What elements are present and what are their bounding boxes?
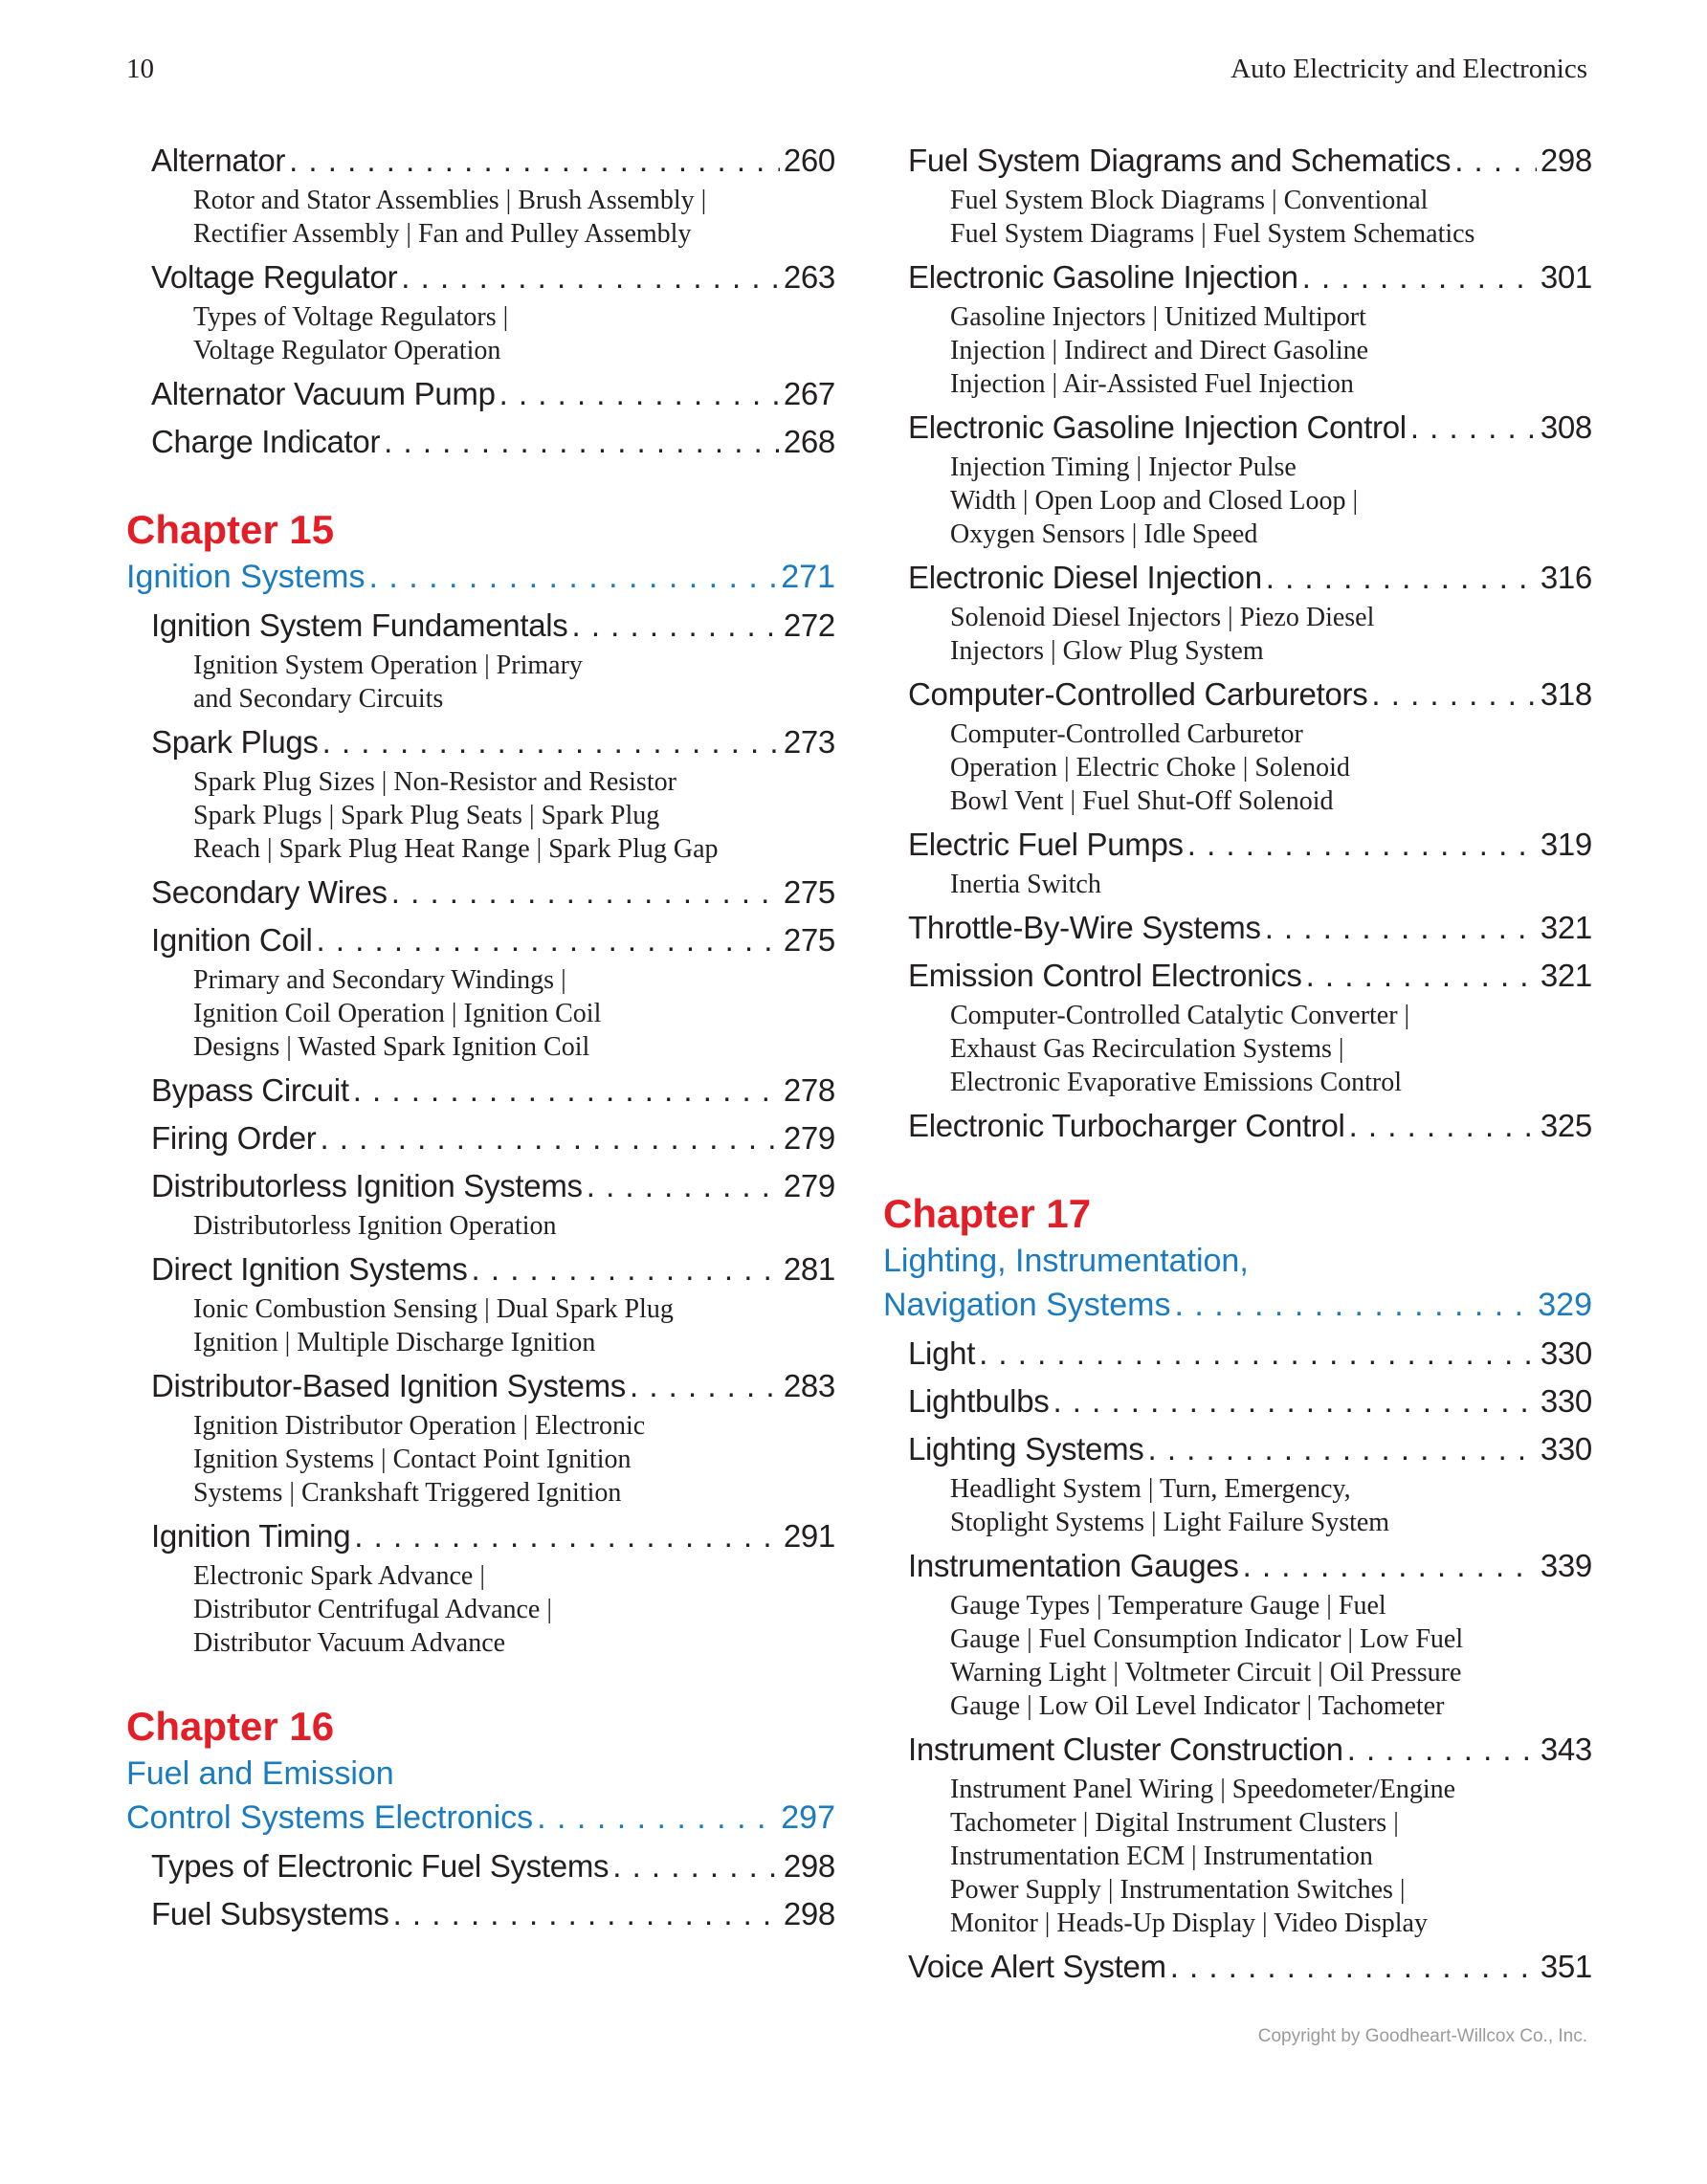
- chapter-title[interactable]: [883, 1283, 1592, 1327]
- toc-subtopic-line: Gauge | Fuel Consumption Indicator | Low Fuel: [950, 1624, 1464, 1654]
- toc-subtopic-line: Warning Light | Voltmeter Circuit | Oil Pressure: [950, 1658, 1462, 1688]
- dot-leader: [572, 605, 780, 647]
- toc-entry-title: Ignition System Fundamentals: [151, 607, 568, 643]
- toc-subtopic-line: Ignition Coil Operation | Ignition Coil: [193, 999, 602, 1028]
- chapter-15-block: [126, 505, 835, 599]
- toc-subtopics: [193, 963, 835, 1064]
- toc-entry-title: Firing Order: [151, 1120, 317, 1156]
- toc-subtopics: [193, 1559, 835, 1660]
- toc-entry-page-number: 298: [1540, 143, 1592, 178]
- toc-subtopic-line: Width | Open Loop and Closed Loop |: [950, 486, 1359, 516]
- toc-entry[interactable]: [908, 1428, 1592, 1470]
- chapter-page-number: 297: [781, 1799, 835, 1836]
- toc-entry[interactable]: [151, 373, 835, 415]
- toc-entry[interactable]: [151, 1117, 835, 1159]
- toc-entry-title: Computer-Controlled Carburetors: [908, 676, 1368, 712]
- dot-leader: [393, 1893, 780, 1935]
- toc-entry-page-number: 308: [1540, 409, 1592, 445]
- chapter-title-line: Fuel and Emission: [126, 1755, 394, 1792]
- toc-entry-title: Light: [908, 1335, 976, 1371]
- toc-entry[interactable]: [151, 871, 835, 914]
- toc-entry-title: Alternator Vacuum Pump: [151, 376, 496, 411]
- toc-entry-page-number: 330: [1540, 1335, 1592, 1371]
- toc-subtopic-line: Instrument Panel Wiring | Speedometer/Engine: [950, 1775, 1456, 1804]
- toc-subtopics: [950, 300, 1592, 401]
- dot-leader: [368, 555, 777, 599]
- dot-leader: [1187, 824, 1537, 866]
- toc-entry-group: [883, 1333, 1592, 1988]
- toc-entry-title: Ignition Timing: [151, 1518, 351, 1554]
- dot-leader: [499, 373, 780, 415]
- toc-entry-page-number: 351: [1540, 1949, 1592, 1984]
- toc-subtopic-line: and Secondary Circuits: [193, 684, 444, 714]
- toc-subtopic-line: Injection Timing | Injector Pulse: [950, 452, 1297, 482]
- toc-subtopic-line: Gauge Types | Temperature Gauge | Fuel: [950, 1591, 1386, 1621]
- toc-subtopic-line: Solenoid Diesel Injectors | Piezo Diesel: [950, 603, 1375, 632]
- toc-entry-page-number: 260: [783, 143, 835, 178]
- toc-subtopic-line: Ignition System Operation | Primary: [193, 651, 583, 680]
- toc-entry-title: Fuel Subsystems: [151, 1896, 389, 1931]
- toc-entry-title: Spark Plugs: [151, 724, 319, 760]
- chapter-label: Chapter 15: [126, 507, 335, 552]
- toc-entry[interactable]: [908, 1545, 1592, 1587]
- toc-subtopic-line: Exhaust Gas Recirculation Systems |: [950, 1034, 1344, 1064]
- toc-subtopic-line: Ignition Systems | Contact Point Ignition: [193, 1445, 632, 1474]
- toc-subtopic-line: Stoplight Systems | Light Failure System: [950, 1508, 1390, 1537]
- toc-subtopic-line: Computer-Controlled Carburetor: [950, 719, 1303, 749]
- toc-subtopic-line: Fuel System Block Diagrams | Conventional: [950, 186, 1429, 215]
- toc-subtopic-line: Oxygen Sensors | Idle Speed: [950, 519, 1258, 549]
- chapter-title-text: Control Systems Electronics: [126, 1799, 534, 1836]
- toc-subtopic-line: Power Supply | Instrumentation Switches |: [950, 1875, 1406, 1905]
- toc-entry-page-number: 267: [783, 376, 835, 411]
- toc-entry[interactable]: [908, 673, 1592, 716]
- copyright-notice: Copyright by Goodheart-Willcox Co., Inc.: [1257, 2026, 1587, 2046]
- toc-subtopic-line: Primary and Secondary Windings |: [193, 965, 566, 995]
- toc-subtopic-line: Inertia Switch: [950, 870, 1101, 899]
- toc-entry[interactable]: [908, 1729, 1592, 1771]
- toc-subtopic-line: Tachometer | Digital Instrument Clusters |: [950, 1808, 1399, 1838]
- chapter-label: Chapter 16: [126, 1704, 335, 1749]
- toc-entry-page-number: 283: [783, 1368, 835, 1403]
- toc-entry-title: Distributorless Ignition Systems: [151, 1168, 583, 1203]
- dot-leader: [1347, 1729, 1537, 1771]
- toc-subtopic-line: Injection | Air-Assisted Fuel Injection: [950, 369, 1354, 399]
- toc-entry-page-number: 330: [1540, 1431, 1592, 1467]
- toc-subtopics: [950, 601, 1592, 668]
- toc-subtopics: [193, 765, 835, 866]
- toc-subtopics: [950, 1773, 1592, 1940]
- toc-entry-page-number: 316: [1540, 560, 1592, 595]
- toc-subtopic-line: Voltage Regulator Operation: [193, 336, 501, 365]
- toc-subtopics: [950, 1472, 1592, 1539]
- toc-entry-group: [126, 1845, 835, 1935]
- toc-subtopic-line: Fuel System Diagrams | Fuel System Schematics: [950, 219, 1475, 249]
- toc-subtopics: [193, 300, 835, 367]
- toc-entry[interactable]: [151, 421, 835, 463]
- toc-entry[interactable]: [151, 1845, 835, 1887]
- dot-leader: [1174, 1283, 1534, 1327]
- toc-entry-page-number: 279: [783, 1168, 835, 1203]
- toc-entry-title: Instrumentation Gauges: [908, 1548, 1239, 1583]
- toc-entry[interactable]: [151, 919, 835, 961]
- toc-entry-page-number: 268: [783, 424, 835, 459]
- dot-leader: [1243, 1545, 1537, 1587]
- toc-entry-title: Charge Indicator: [151, 424, 381, 459]
- toc-entry-page-number: 298: [783, 1896, 835, 1931]
- dot-leader: [537, 1796, 777, 1840]
- toc-entry-title: Electric Fuel Pumps: [908, 827, 1184, 862]
- toc-entry[interactable]: [151, 1365, 835, 1407]
- toc-entry[interactable]: [908, 1105, 1592, 1147]
- toc-entry[interactable]: [908, 407, 1592, 449]
- toc-subtopics: [193, 1292, 835, 1359]
- toc-subtopic-line: Ignition Distributor Operation | Electronic: [193, 1411, 646, 1441]
- toc-entry-page-number: 321: [1540, 958, 1592, 993]
- chapter-title-line: Lighting, Instrumentation,: [883, 1243, 1249, 1279]
- toc-entry[interactable]: [151, 1070, 835, 1112]
- toc-entry-title: Alternator: [151, 143, 286, 178]
- toc-entry-title: Secondary Wires: [151, 874, 388, 910]
- toc-entry-title: Voice Alert System: [908, 1949, 1166, 1984]
- toc-entry-page-number: 273: [783, 724, 835, 760]
- toc-subtopic-line: Gauge | Low Oil Level Indicator | Tachometer: [950, 1691, 1445, 1721]
- chapter-title-text: Ignition Systems: [126, 559, 366, 595]
- chapter-title[interactable]: [126, 1796, 835, 1840]
- toc-subtopics: [193, 1409, 835, 1510]
- toc-entry[interactable]: [908, 256, 1592, 298]
- toc-entry-page-number: 278: [783, 1072, 835, 1108]
- dot-leader: [1371, 673, 1536, 716]
- toc-entry[interactable]: [151, 140, 835, 182]
- toc-entry[interactable]: [908, 1333, 1592, 1375]
- toc-subtopics: [950, 1589, 1592, 1723]
- chapter-16-block: [126, 1702, 835, 1840]
- toc-subtopics: [193, 649, 835, 716]
- toc-entry-group: [126, 605, 835, 1660]
- toc-entry-title: Voltage Regulator: [151, 259, 398, 295]
- dot-leader: [1170, 1946, 1537, 1988]
- toc-subtopic-line: Ignition | Multiple Discharge Ignition: [193, 1328, 596, 1357]
- toc-subtopic-line: Types of Voltage Regulators |: [193, 302, 509, 332]
- dot-leader: [472, 1248, 780, 1291]
- toc-subtopic-line: Ionic Combustion Sensing | Dual Spark Plug: [193, 1294, 674, 1324]
- toc-entry-page-number: 279: [783, 1120, 835, 1156]
- toc-subtopic-line: Instrumentation ECM | Instrumentation: [950, 1842, 1373, 1871]
- page-number: 10: [126, 54, 154, 84]
- toc-subtopic-line: Distributor Centrifugal Advance |: [193, 1595, 552, 1624]
- toc-entry-title: Lightbulbs: [908, 1383, 1050, 1419]
- toc-entry[interactable]: [908, 907, 1592, 949]
- toc-entry-page-number: 275: [783, 874, 835, 910]
- toc-entry-title: Direct Ignition Systems: [151, 1251, 468, 1287]
- toc-entry[interactable]: [908, 824, 1592, 866]
- toc-entry-page-number: 325: [1540, 1108, 1592, 1143]
- toc-entry-page-number: 275: [783, 922, 835, 958]
- toc-entry-page-number: 301: [1540, 259, 1592, 295]
- toc-subtopic-line: Distributor Vacuum Advance: [193, 1628, 506, 1658]
- toc-entry[interactable]: [151, 1515, 835, 1557]
- toc-entry-page-number: 339: [1540, 1548, 1592, 1583]
- dot-leader: [317, 919, 780, 961]
- dot-leader: [1148, 1428, 1537, 1470]
- chapter-page-number: 329: [1538, 1287, 1592, 1323]
- toc-subtopic-line: Injectors | Glow Plug System: [950, 636, 1264, 666]
- toc-subtopics: [193, 184, 835, 251]
- toc-entry-title: Electronic Gasoline Injection Control: [908, 409, 1407, 445]
- toc-subtopic-line: Reach | Spark Plug Heat Range | Spark Plug Gap: [193, 834, 719, 864]
- dot-leader: [587, 1165, 780, 1207]
- chapter-label: Chapter 17: [883, 1191, 1092, 1236]
- dot-leader: [401, 256, 780, 298]
- toc-entry[interactable]: [151, 605, 835, 647]
- dot-leader: [289, 140, 780, 182]
- toc-subtopics: [950, 184, 1592, 251]
- toc-subtopic-line: Electronic Evaporative Emissions Control: [950, 1068, 1403, 1097]
- dot-leader: [630, 1365, 780, 1407]
- toc-subtopic-line: Spark Plugs | Spark Plug Seats | Spark Plug: [193, 801, 660, 830]
- dot-leader: [1306, 955, 1537, 997]
- toc-subtopic-line: Headlight System | Turn, Emergency,: [950, 1474, 1351, 1504]
- toc-entry[interactable]: [151, 1165, 835, 1207]
- toc-entry[interactable]: [151, 1248, 835, 1291]
- dot-leader: [384, 421, 780, 463]
- dot-leader: [322, 721, 780, 763]
- toc-subtopic-line: Gasoline Injectors | Unitized Multiport: [950, 302, 1366, 332]
- dot-leader: [1410, 407, 1537, 449]
- toc-entry-title: Fuel System Diagrams and Schematics: [908, 143, 1452, 178]
- toc-entry[interactable]: [908, 557, 1592, 599]
- toc-subtopic-line: Monitor | Heads-Up Display | Video Display: [950, 1908, 1428, 1938]
- toc-entry-group: [126, 140, 835, 463]
- toc-subtopic-line: Injection | Indirect and Direct Gasoline: [950, 336, 1369, 365]
- toc-subtopics: [950, 451, 1592, 551]
- toc-entry-title: Types of Electronic Fuel Systems: [151, 1848, 610, 1884]
- chapter-title[interactable]: [126, 555, 835, 599]
- toc-entry-page-number: 298: [783, 1848, 835, 1884]
- dot-leader: [1266, 557, 1537, 599]
- dot-leader: [1053, 1380, 1536, 1423]
- toc-entry-title: Distributor-Based Ignition Systems: [151, 1368, 626, 1403]
- toc-subtopics: [193, 1209, 835, 1243]
- toc-entry-title: Bypass Circuit: [151, 1072, 349, 1108]
- toc-entry-page-number: 291: [783, 1518, 835, 1554]
- toc-entry-page-number: 318: [1540, 676, 1592, 712]
- toc-left-column: [126, 134, 835, 1935]
- chapter-title-text: Navigation Systems: [883, 1287, 1171, 1323]
- toc-entry[interactable]: [908, 955, 1592, 997]
- dot-leader: [320, 1117, 779, 1159]
- toc-entry[interactable]: [908, 1946, 1592, 1988]
- toc-entry-page-number: 330: [1540, 1383, 1592, 1419]
- dot-leader: [354, 1515, 780, 1557]
- toc-entry-title: Emission Control Electronics: [908, 958, 1302, 993]
- toc-entry-title: Electronic Turbocharger Control: [908, 1108, 1345, 1143]
- toc-entry[interactable]: [151, 1893, 835, 1935]
- toc-entry[interactable]: [151, 256, 835, 298]
- chapter-17-block: [883, 1189, 1592, 1327]
- toc-entry-title: Instrument Cluster Construction: [908, 1732, 1343, 1767]
- toc-subtopic-line: Operation | Electric Choke | Solenoid: [950, 753, 1350, 783]
- toc-subtopic-line: Computer-Controlled Catalytic Converter |: [950, 1001, 1410, 1030]
- toc-entry-title: Electronic Gasoline Injection: [908, 259, 1298, 295]
- toc-subtopics: [950, 717, 1592, 818]
- dot-leader: [1265, 907, 1537, 949]
- dot-leader: [612, 1845, 780, 1887]
- toc-subtopic-line: Designs | Wasted Spark Ignition Coil: [193, 1032, 590, 1062]
- toc-subtopic-line: Bowl Vent | Fuel Shut-Off Solenoid: [950, 786, 1334, 816]
- toc-subtopics: [950, 868, 1592, 901]
- toc-entry-page-number: 272: [783, 607, 835, 643]
- toc-entry-group: [883, 140, 1592, 1147]
- dot-leader: [1302, 256, 1537, 298]
- toc-entry[interactable]: [908, 1380, 1592, 1423]
- toc-subtopic-line: Systems | Crankshaft Triggered Ignition: [193, 1478, 622, 1508]
- toc-subtopic-line: Distributorless Ignition Operation: [193, 1211, 557, 1241]
- dot-leader: [391, 871, 780, 914]
- toc-entry-title: Electronic Diesel Injection: [908, 560, 1262, 595]
- chapter-page-number: 271: [781, 559, 835, 595]
- toc-subtopic-line: Rectifier Assembly | Fan and Pulley Assembly: [193, 219, 692, 249]
- toc-entry-title: Ignition Coil: [151, 922, 313, 958]
- toc-entry-title: Lighting Systems: [908, 1431, 1144, 1467]
- toc-subtopic-line: Electronic Spark Advance |: [193, 1561, 485, 1591]
- toc-entry-page-number: 343: [1540, 1732, 1592, 1767]
- dot-leader: [979, 1333, 1537, 1375]
- toc-subtopic-line: Rotor and Stator Assemblies | Brush Assembly |: [193, 186, 707, 215]
- toc-entry[interactable]: [151, 721, 835, 763]
- dot-leader: [353, 1070, 780, 1112]
- toc-entry[interactable]: [908, 140, 1592, 182]
- toc-entry-page-number: 319: [1540, 827, 1592, 862]
- toc-subtopics: [950, 999, 1592, 1099]
- toc-entry-title: Throttle-By-Wire Systems: [908, 910, 1261, 945]
- toc-right-column: [883, 134, 1592, 1988]
- toc-subtopic-line: Spark Plug Sizes | Non-Resistor and Resistor: [193, 767, 676, 797]
- toc-entry-page-number: 281: [783, 1251, 835, 1287]
- toc-entry-page-number: 321: [1540, 910, 1592, 945]
- dot-leader: [1454, 140, 1537, 182]
- book-title: Auto Electricity and Electronics: [1230, 54, 1587, 84]
- dot-leader: [1349, 1105, 1537, 1147]
- toc-entry-page-number: 263: [783, 259, 835, 295]
